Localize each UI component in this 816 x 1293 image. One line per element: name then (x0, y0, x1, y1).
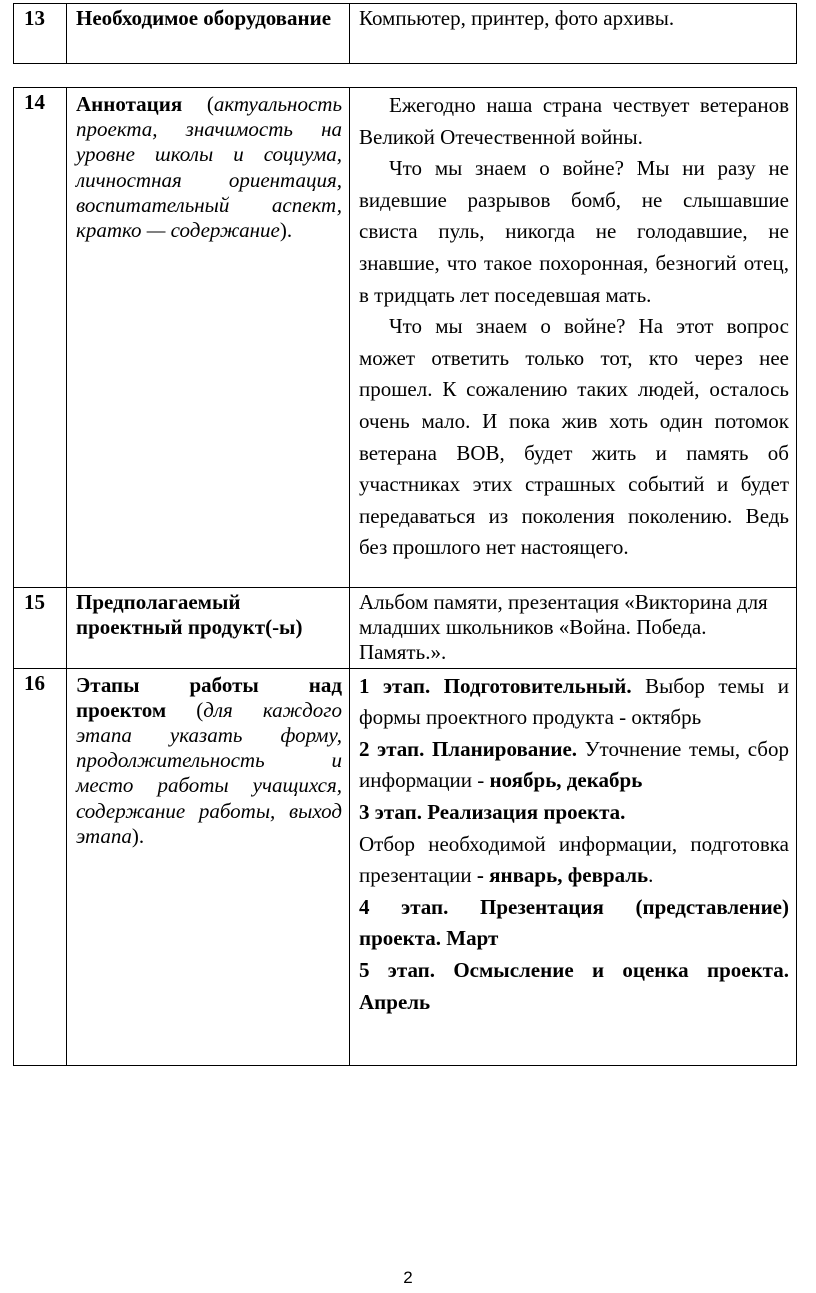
row-content: Компьютер, принтер, фото архивы. (350, 4, 797, 64)
row-label (67, 668, 350, 1065)
row-label-close: ). (131, 823, 145, 848)
annotation-paragraph: Что мы знаем о войне? Мы ни разу не видевшие разрывов бомб, не слышавшие свиста пуль, никогда не голодавшие, не знавшие, что такое похоронная, безногий отец, в тридцать лет поседевшая мать. (359, 156, 789, 307)
stage-3 (359, 797, 789, 829)
row-content: Альбом памяти, презентация «Викторина для младших школьников «Война. Победа. Память.». (350, 588, 797, 669)
table-row (14, 668, 797, 1065)
table-row (14, 88, 797, 588)
stages-content (350, 668, 797, 1065)
stage-title: 1 этап. Подготовительный. (359, 673, 632, 698)
annotation-paragraph: Ежегодно наша страна чествует ветеранов Великой Отечественной войны. (359, 93, 789, 149)
row-number: 13 (14, 4, 67, 64)
stage-dates: ноябрь, декабрь (489, 768, 643, 793)
row-label (67, 4, 350, 64)
stage-2 (359, 734, 789, 797)
row-number: 15 (14, 588, 67, 669)
stage-title: 3 этап. Реализация проекта. (359, 799, 626, 824)
row-label (67, 88, 350, 588)
stage-4: 4 этап. Презентация (представление) проекта. Март (359, 894, 789, 951)
stage-5: 5 этап. Осмысление и оценка проекта. Апрель (359, 957, 789, 1014)
stage-1 (359, 671, 789, 734)
table-row (14, 588, 797, 669)
row-label-italic: для каждого этапа указать форму, продолжительность и место работы учащихся, содержание работы, выход этапа (76, 697, 342, 848)
stage-text: Уточнение темы, сбор информации - (359, 736, 789, 793)
row-number: 14 (14, 88, 67, 588)
annotation-content (350, 88, 797, 588)
table-part-2 (13, 87, 797, 1066)
row-label-bold: Этапы работы над проектом (76, 672, 342, 722)
row-label-bold: Аннотация (76, 92, 183, 116)
stage-tail: . (648, 863, 654, 888)
row-label-text: Необходимое оборудование (76, 6, 332, 30)
stage-title: 2 этап. Планирование. (359, 736, 578, 761)
table-row (14, 4, 797, 64)
table-part-1 (13, 3, 797, 64)
row-label-close: ). (279, 217, 293, 242)
row-label (67, 588, 350, 669)
annotation-paragraph: Что мы знаем о войне? На этот вопрос может ответить только тот, кто через нее прошел. К сожалению таких людей, осталось очень мало. И пока жив хоть один потомок ветерана ВОВ, будет жить и память об участниках этих страшных событий и будет передаваться из поколения поколению. Ведь без прошлого нет настоящего. (359, 314, 789, 560)
stage-text: Выбор темы и формы проектного продукта - октябрь (359, 673, 789, 730)
stage-dates: - январь, февраль (476, 863, 649, 888)
stage-text: Отбор необходимой информации, подготовка презентации (359, 831, 789, 888)
row-number: 16 (14, 668, 67, 1065)
row-label-italic: актуальность проекта, значимость на уровне школы и социума, личностная ориентация, воспитательный аспект, кратко — содержание (76, 92, 342, 242)
row-label-open: ( (166, 697, 204, 722)
row-label-text: Предполагаемый проектный продукт(-ы) (76, 590, 303, 640)
row-label-open: ( (182, 92, 214, 116)
stage-3-body (359, 829, 789, 892)
page-number: 2 (403, 1268, 413, 1287)
